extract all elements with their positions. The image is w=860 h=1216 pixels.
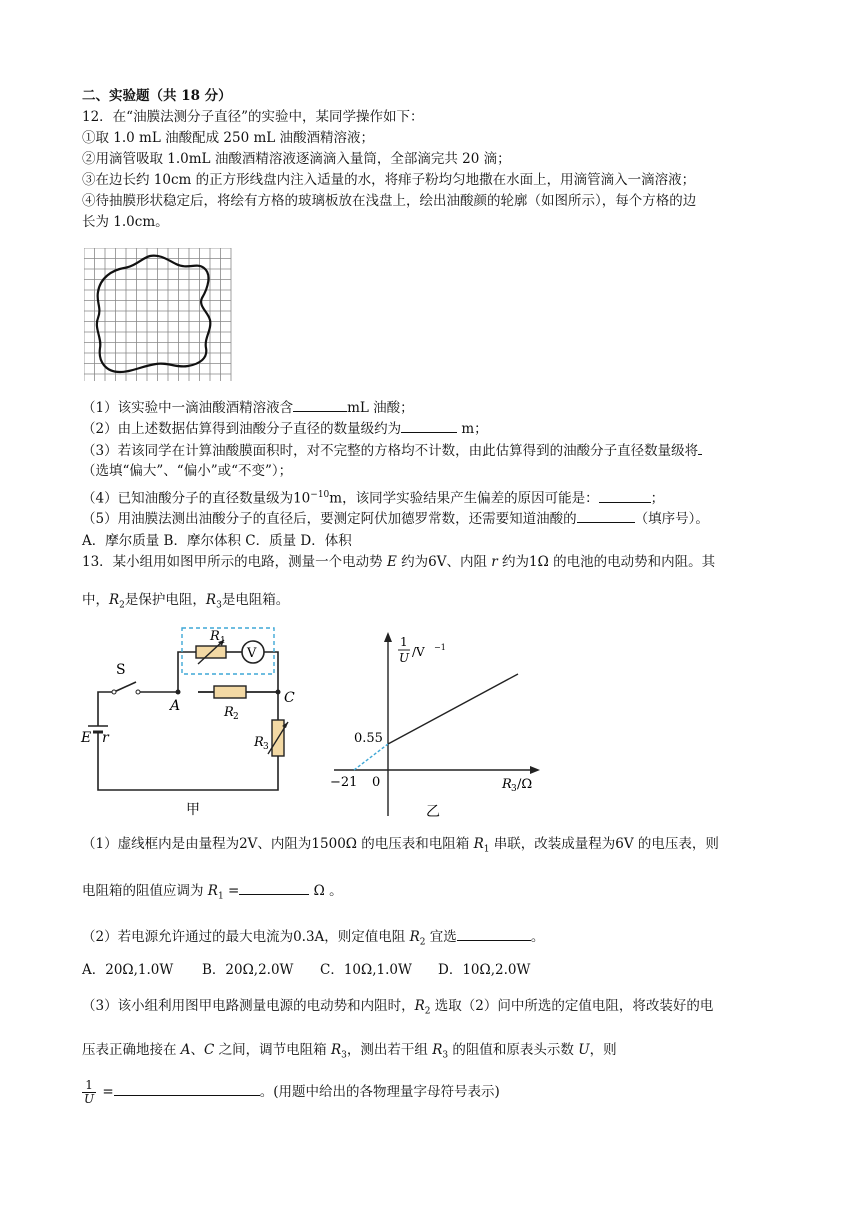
svg-text:/Ω: /Ω [517,777,533,792]
wire [98,692,114,702]
q13-p3: （3）该小组利用图甲电路测量电源的电动势和内阻时，$R_2$ 选取（2）问中所选的定值电阻，将改装好的电 [82,998,714,1017]
ylabel-denominator: U [399,651,410,665]
svg-text:−1: −1 [434,643,446,652]
option-c: C．10Ω,1.0W [320,962,412,978]
q13-p2: （2）若电源允许通过的最大电流为0.3A，则定值电阻 $R_2$ 宜选 。 [82,926,544,953]
graph-line [388,674,518,744]
ylabel-numerator: 1 [400,635,408,649]
option-a: A．20Ω,1.0W [82,962,174,978]
xlabel: R [502,777,512,792]
oil-film-outline [97,256,210,372]
option-b: B．20Ω,2.0W [202,962,294,978]
q13-stem: 13．某小组用如图甲所示的电路，测量一个电动势 E 约为6V、内阻 r 约为1Ω 的电池的电动势和内阻。其 [82,554,716,570]
label-a: A [170,698,181,714]
caption-yi: 乙 [426,804,440,820]
q12-sub1: （1）该实验中一滴油酸酒精溶液含 mL 油酸； [82,397,414,418]
wire [98,750,278,790]
graph-extension [354,744,388,770]
switch [114,682,136,692]
q12-step-3: ③在边长约 10cm 的正方形线盘内注入适量的水，将痱子粉均匀地撒在水面上，用滴管滴入一滴溶液； [82,172,696,188]
ylabel-unit: /V [412,645,425,659]
label-r-internal: r [102,730,109,746]
wire [264,652,278,692]
answer-blank[interactable] [293,397,347,412]
svg-text:1: 1 [220,636,226,646]
q13-p3-formula: $\frac{1}{U}$ = 。(用题中给出的各物理量字母符号表示) [84,1078,500,1106]
caption-jia: 甲 [186,802,200,818]
q12-sub5: （5）用油膜法测出油酸分子的直径后，要测定阿伏加德罗常数，还需要知道油酸的 （填序号）。 [82,508,709,529]
answer-blank[interactable] [599,488,651,503]
q12-sub3: （3）若该同学在计算油酸膜面积时，对不完整的方格均不计数，由此估算得到的油酸分子直径数量级将 [82,440,702,461]
section-title: 二、实验题（共 18 分） [82,88,232,104]
q12-step-1: ①取 1.0 mL 油酸配成 250 mL 油酸酒精溶液； [82,130,375,146]
label-r3: R [254,735,264,750]
q12-step-2: ②用滴管吸取 1.0mL 油酸酒精溶液逐滴滴入量筒，全部滴完共 20 滴； [82,151,511,167]
fraction-1-over-u: $\frac{1}{U}$ [84,1078,95,1106]
label-r2: R [224,705,234,720]
q12-stem: 12．在“油膜法测分子直径”的实验中，某同学操作如下： [82,109,424,125]
grid-lines [84,248,231,381]
wire [178,652,196,692]
q12-options: A．摩尔质量 B．摩尔体积 C．质量 D．体积 [82,533,352,549]
q13-stem-2: 中，$R_2$是保护电阻，$R_3$是电阻箱。 [82,592,290,611]
q13-p3-cont: 压表正确地接在 A、C 之间，调节电阻箱 $R_3$，测出若干组 $R_3$ 的阻值和原表头示数 U，则 [82,1042,617,1061]
answer-blank[interactable] [577,508,635,523]
answer-blank[interactable] [457,926,531,941]
y-intercept-label: 0.55 [354,731,383,746]
voltmeter-label: V [247,646,257,661]
q12-sub4: （4）已知油酸分子的直径数量级为$10^{-10}m$，该同学实验结果产生偏差的原因可能是： ； [82,485,664,509]
svg-text:2: 2 [233,712,239,722]
q12-sub3-cont: （选填“偏大”、“偏小”或“不变”）； [82,463,293,479]
answer-blank[interactable] [401,418,457,433]
label-r1: R [210,629,220,644]
label-s: S [116,662,126,678]
option-d: D．10Ω,2.0W [438,962,531,978]
origin-label: 0 [372,775,381,790]
x-intercept-label: −21 [330,775,358,790]
answer-blank[interactable] [239,880,309,895]
q12-sub2: （2）由上述数据估算得到油酸分子直径的数量级约为 m； [82,418,488,439]
q13-p2-options [82,960,530,980]
q12-step-4-cont: 长为 1.0cm。 [82,214,169,230]
q12-step-4: ④待抽膜形状稳定后，将绘有方格的玻璃板放在浅盘上，绘出油酸颜的轮廓（如图所示），每个方格的边 [82,193,697,209]
q13-p1-cont: 电阻箱的阻值应调为 $R_1 = \Omega$ 。 [82,880,343,907]
label-c: C [284,690,295,706]
resistor-r2 [214,686,246,698]
graph-figure [326,626,548,822]
label-e: E [81,730,92,746]
answer-blank[interactable] [698,440,702,455]
q13-p1: （1）虚线框内是由量程为2V、内阻为1500Ω 的电压表和电阻箱 $R_1$ 串联，改装成量程为6V 的电压表，则 [82,836,719,855]
svg-text:3: 3 [263,742,269,752]
oil-film-grid-figure [84,248,232,382]
answer-blank[interactable] [114,1081,260,1096]
circuit-diagram [78,624,318,822]
svg-text:3: 3 [511,784,517,794]
